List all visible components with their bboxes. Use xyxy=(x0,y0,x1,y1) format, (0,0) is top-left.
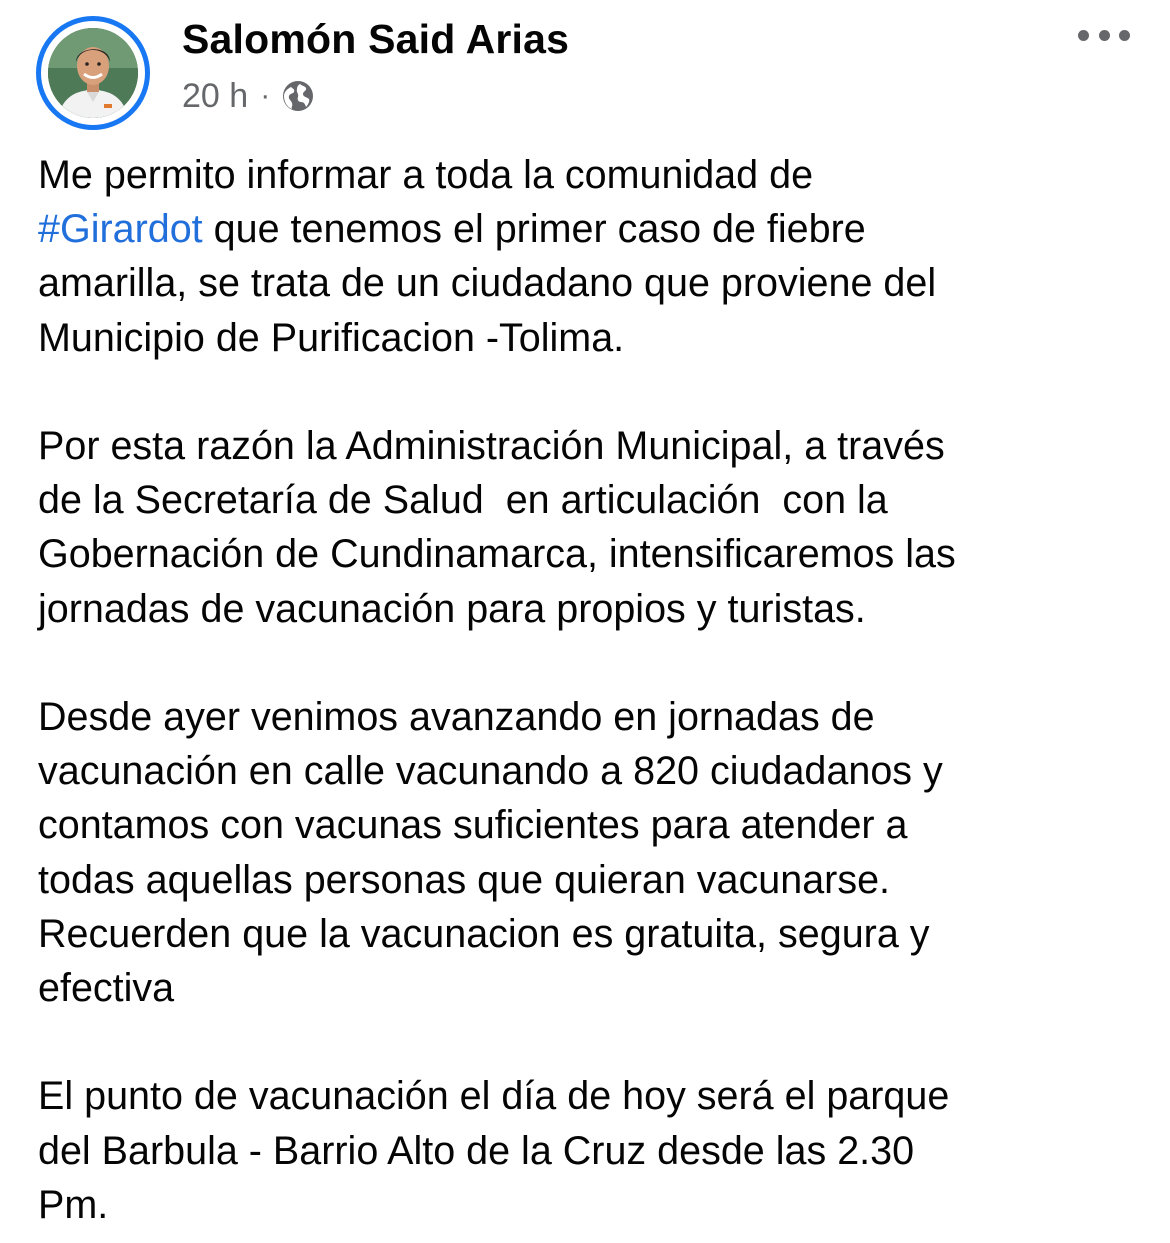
post-text-line xyxy=(38,744,1138,798)
post-paragraph xyxy=(38,419,1138,636)
post-text: de la Secretaría de Salud en articulación con la xyxy=(38,478,888,523)
post-text: del Barbula - Barrio Alto de la Cruz desde las 2.30 xyxy=(38,1128,915,1173)
post-text-line xyxy=(38,1069,1138,1123)
avatar-photo xyxy=(48,28,138,118)
hashtag-link[interactable]: #Girardot xyxy=(38,207,203,252)
more-options-icon[interactable] xyxy=(1078,22,1130,48)
globe-icon[interactable] xyxy=(282,80,314,112)
post-text: que tenemos el primer caso de fiebre xyxy=(202,207,866,252)
post-paragraph xyxy=(38,690,1138,1015)
post-text-line xyxy=(38,582,1138,636)
post-text-line xyxy=(38,202,1138,256)
post-body xyxy=(38,148,1138,1232)
post-text-line xyxy=(38,690,1138,744)
post-text: Recuerden que la vacunacion es gratuita, segura y xyxy=(38,911,930,956)
post-text-line xyxy=(38,473,1138,527)
post-text-line xyxy=(38,527,1138,581)
post-text: Por esta razón la Administración Municipal, a través xyxy=(38,424,945,468)
post-text: El punto de vacunación el día de hoy será el parque xyxy=(38,1074,950,1119)
post-text: Me permito informar a toda la comunidad de xyxy=(38,153,814,197)
post-timestamp[interactable]: 20 h xyxy=(182,76,249,115)
post-text: efectiva xyxy=(38,966,175,1011)
profile-avatar[interactable] xyxy=(36,16,150,130)
more-dot xyxy=(1078,30,1089,41)
post-text-line xyxy=(38,1178,1138,1232)
post-text-line xyxy=(38,961,1138,1015)
post-text: Gobernación de Cundinamarca, intensificaremos las xyxy=(38,532,956,577)
post-text-line xyxy=(38,256,1138,310)
post-text-line xyxy=(38,419,1138,473)
post-text: Pm. xyxy=(38,1182,109,1227)
post-text-line xyxy=(38,1124,1138,1178)
post-text-line xyxy=(38,311,1138,365)
more-dot xyxy=(1119,30,1130,41)
meta-separator: · xyxy=(260,79,271,112)
post-text-line xyxy=(38,148,1138,202)
post-text: amarilla, se trata de un ciudadano que proviene del xyxy=(38,261,937,306)
post-text: Desde ayer venimos avanzando en jornadas de xyxy=(38,695,875,739)
post-text: Municipio de Purificacion -Tolima. xyxy=(38,315,625,360)
post-text-line xyxy=(38,798,1138,852)
post-meta xyxy=(182,74,314,118)
post-text: jornadas de vacunación para propios y turistas. xyxy=(38,586,866,631)
post-text-line xyxy=(38,907,1138,961)
post-text: vacunación en calle vacunando a 820 ciudadanos y xyxy=(38,749,943,794)
more-dot xyxy=(1099,30,1110,41)
author-name[interactable]: Salomón Said Arias xyxy=(182,16,570,62)
post-text-line xyxy=(38,853,1138,907)
post-text: todas aquellas personas que quieran vacunarse. xyxy=(38,857,891,902)
post-paragraph xyxy=(38,1069,1138,1232)
post-text: contamos con vacunas suficientes para atender a xyxy=(38,803,908,848)
post-paragraph xyxy=(38,148,1138,365)
